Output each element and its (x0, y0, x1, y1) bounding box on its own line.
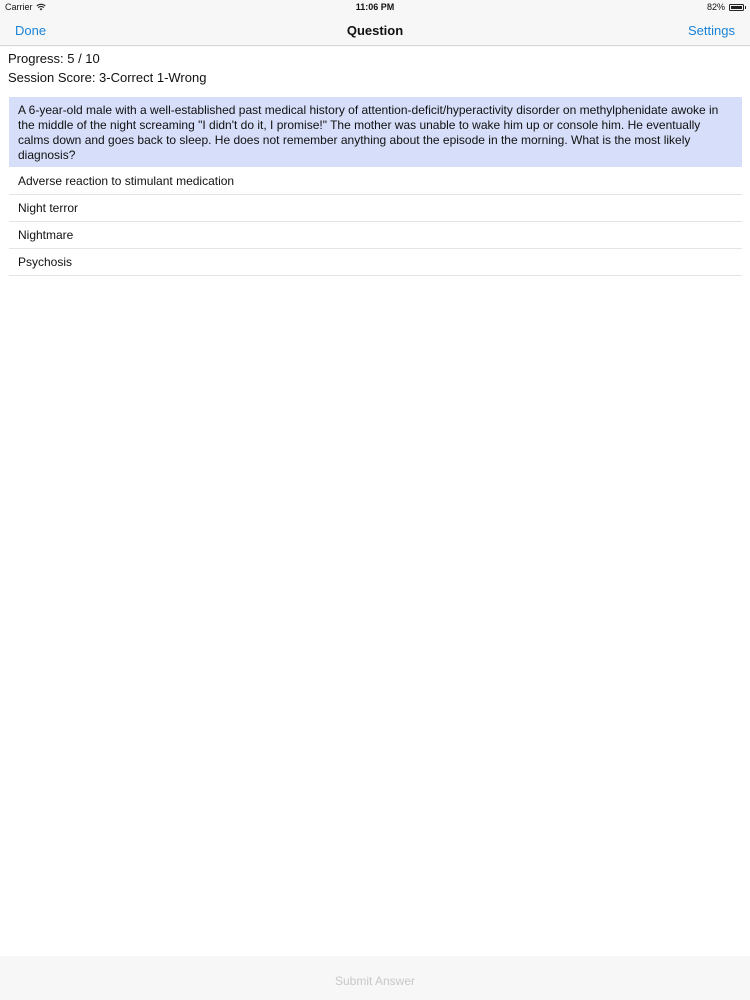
question-text: A 6-year-old male with a well-established past medical history of attention-deficit/hyperactivity disorder on methylphenidate awoke in the middle of the night screaming "I didn't do it, I promise!" The mother was unable to wake him up or console him. He eventually calms down and goes back to sleep. He does not remember anything about the episode in the morning. What is the most likely diagnosis? (9, 97, 742, 167)
done-button[interactable]: Done (15, 23, 47, 38)
bottom-toolbar (0, 956, 750, 1000)
answer-option-1[interactable]: Adverse reaction to stimulant medication (9, 168, 742, 195)
navigation-bar (0, 14, 750, 46)
carrier-label: Carrier (5, 2, 33, 12)
answer-option-4[interactable]: Psychosis (9, 249, 742, 276)
clock: 11:06 PM (355, 2, 395, 12)
progress-label: Progress: 5 / 10 (8, 51, 100, 66)
battery-percent: 82% (706, 2, 725, 12)
battery-status (707, 2, 744, 12)
status-bar (0, 0, 750, 14)
battery-icon (729, 4, 744, 11)
answer-list (9, 168, 742, 276)
answer-option-3[interactable]: Nightmare (9, 222, 742, 249)
session-score-label: Session Score: 3-Correct 1-Wrong (8, 70, 207, 85)
settings-button[interactable]: Settings (688, 23, 735, 38)
answer-option-2[interactable]: Night terror (9, 195, 742, 222)
question-content (0, 47, 750, 956)
submit-answer-button[interactable]: Submit Answer (0, 974, 750, 988)
page-title: Question (346, 23, 404, 38)
